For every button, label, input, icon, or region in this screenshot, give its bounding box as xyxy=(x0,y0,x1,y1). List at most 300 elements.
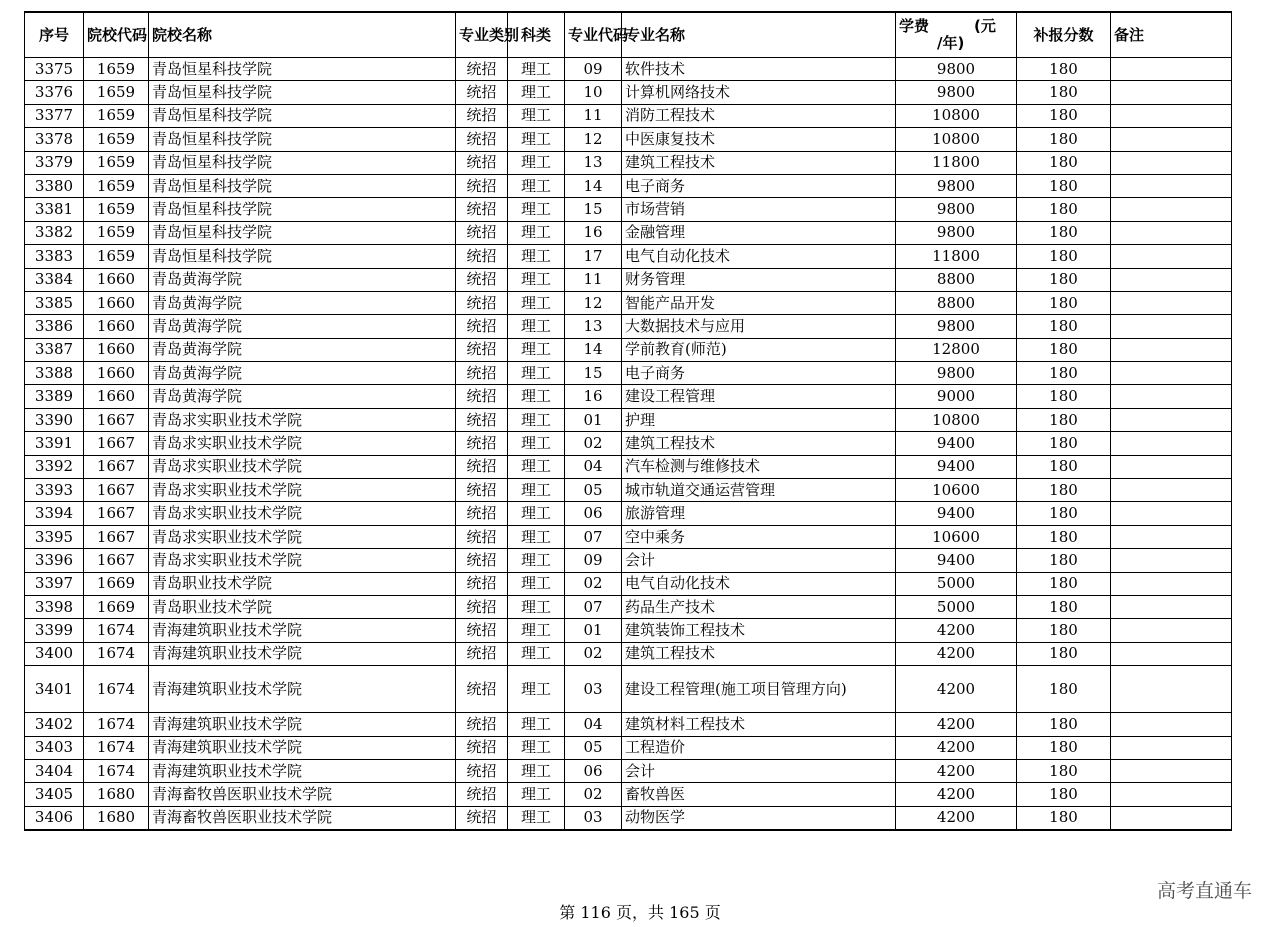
cell-major-name: 建筑工程技术 xyxy=(622,432,896,455)
cell-tuition: 9800 xyxy=(896,198,1017,221)
cell-major-type: 统招 xyxy=(456,408,508,431)
cell-major-name: 建筑工程技术 xyxy=(622,151,896,174)
cell-school-name: 青海建筑职业技术学院 xyxy=(149,759,456,782)
table-row xyxy=(25,58,1232,81)
cell-major-name: 大数据技术与应用 xyxy=(622,315,896,338)
cell-major-name: 智能产品开发 xyxy=(622,291,896,314)
header-score: 补报分数 xyxy=(1017,12,1111,58)
table-row xyxy=(25,549,1232,572)
cell-subject: 理工 xyxy=(508,666,565,713)
cell-subject: 理工 xyxy=(508,759,565,782)
cell-tuition: 8800 xyxy=(896,291,1017,314)
cell-school-code: 1674 xyxy=(84,736,149,759)
cell-tuition: 10800 xyxy=(896,128,1017,151)
cell-major-type: 统招 xyxy=(456,736,508,759)
cell-major-type: 统招 xyxy=(456,174,508,197)
cell-major-code: 04 xyxy=(565,455,622,478)
cell-score: 180 xyxy=(1017,595,1111,618)
table-row xyxy=(25,408,1232,431)
header-major-name: 专业名称 xyxy=(622,12,896,58)
cell-major-type: 统招 xyxy=(456,338,508,361)
table-row xyxy=(25,291,1232,314)
cell-subject: 理工 xyxy=(508,736,565,759)
cell-seq: 3390 xyxy=(25,408,84,431)
table-row xyxy=(25,198,1232,221)
cell-note xyxy=(1111,479,1232,502)
cell-subject: 理工 xyxy=(508,572,565,595)
cell-tuition: 4200 xyxy=(896,642,1017,665)
cell-note xyxy=(1111,198,1232,221)
cell-seq: 3393 xyxy=(25,479,84,502)
cell-school-code: 1669 xyxy=(84,595,149,618)
cell-subject: 理工 xyxy=(508,479,565,502)
cell-seq: 3396 xyxy=(25,549,84,572)
cell-seq: 3387 xyxy=(25,338,84,361)
cell-seq: 3406 xyxy=(25,806,84,830)
cell-note xyxy=(1111,338,1232,361)
cell-subject: 理工 xyxy=(508,174,565,197)
cell-tuition: 4200 xyxy=(896,713,1017,736)
cell-seq: 3394 xyxy=(25,502,84,525)
cell-major-type: 统招 xyxy=(456,128,508,151)
cell-tuition: 4200 xyxy=(896,806,1017,830)
cell-note xyxy=(1111,104,1232,127)
cell-school-code: 1659 xyxy=(84,174,149,197)
cell-major-code: 01 xyxy=(565,619,622,642)
cell-school-name: 青岛恒星科技学院 xyxy=(149,81,456,104)
cell-subject: 理工 xyxy=(508,385,565,408)
cell-tuition: 9800 xyxy=(896,174,1017,197)
cell-score: 180 xyxy=(1017,642,1111,665)
cell-school-name: 青岛求实职业技术学院 xyxy=(149,502,456,525)
table-row xyxy=(25,713,1232,736)
cell-major-name: 电气自动化技术 xyxy=(622,245,896,268)
cell-major-name: 建设工程管理 xyxy=(622,385,896,408)
cell-seq: 3382 xyxy=(25,221,84,244)
table-row xyxy=(25,619,1232,642)
cell-school-code: 1674 xyxy=(84,642,149,665)
cell-major-name: 金融管理 xyxy=(622,221,896,244)
cell-major-code: 03 xyxy=(565,666,622,713)
cell-score: 180 xyxy=(1017,315,1111,338)
cell-tuition: 4200 xyxy=(896,619,1017,642)
cell-major-name: 会计 xyxy=(622,549,896,572)
cell-note xyxy=(1111,58,1232,81)
cell-subject: 理工 xyxy=(508,338,565,361)
cell-score: 180 xyxy=(1017,362,1111,385)
cell-school-name: 青海畜牧兽医职业技术学院 xyxy=(149,783,456,806)
cell-note xyxy=(1111,128,1232,151)
cell-school-name: 青海畜牧兽医职业技术学院 xyxy=(149,806,456,830)
watermark-text: 高考直通车 xyxy=(1156,880,1252,902)
cell-subject: 理工 xyxy=(508,268,565,291)
cell-note xyxy=(1111,619,1232,642)
cell-note xyxy=(1111,385,1232,408)
cell-tuition: 4200 xyxy=(896,666,1017,713)
cell-major-name: 工程造价 xyxy=(622,736,896,759)
cell-school-code: 1680 xyxy=(84,783,149,806)
cell-tuition: 10800 xyxy=(896,408,1017,431)
cell-school-name: 青岛恒星科技学院 xyxy=(149,151,456,174)
cell-tuition: 9400 xyxy=(896,502,1017,525)
cell-school-code: 1659 xyxy=(84,128,149,151)
cell-seq: 3392 xyxy=(25,455,84,478)
cell-note xyxy=(1111,315,1232,338)
cell-school-name: 青岛求实职业技术学院 xyxy=(149,525,456,548)
cell-major-code: 16 xyxy=(565,221,622,244)
cell-note xyxy=(1111,783,1232,806)
cell-school-code: 1674 xyxy=(84,619,149,642)
table-row xyxy=(25,81,1232,104)
cell-major-code: 06 xyxy=(565,502,622,525)
cell-school-name: 青岛职业技术学院 xyxy=(149,572,456,595)
cell-major-name: 学前教育(师范) xyxy=(622,338,896,361)
cell-seq: 3388 xyxy=(25,362,84,385)
cell-major-type: 统招 xyxy=(456,619,508,642)
cell-major-code: 12 xyxy=(565,128,622,151)
cell-tuition: 9400 xyxy=(896,549,1017,572)
cell-subject: 理工 xyxy=(508,549,565,572)
cell-seq: 3389 xyxy=(25,385,84,408)
cell-seq: 3379 xyxy=(25,151,84,174)
cell-seq: 3377 xyxy=(25,104,84,127)
cell-score: 180 xyxy=(1017,713,1111,736)
cell-major-code: 05 xyxy=(565,736,622,759)
cell-note xyxy=(1111,642,1232,665)
cell-score: 180 xyxy=(1017,104,1111,127)
cell-note xyxy=(1111,268,1232,291)
cell-school-code: 1667 xyxy=(84,408,149,431)
cell-school-name: 青岛黄海学院 xyxy=(149,315,456,338)
cell-tuition: 9800 xyxy=(896,58,1017,81)
table-row xyxy=(25,174,1232,197)
cell-major-type: 统招 xyxy=(456,104,508,127)
cell-major-name: 建筑工程技术 xyxy=(622,642,896,665)
cell-major-name: 汽车检测与维修技术 xyxy=(622,455,896,478)
cell-note xyxy=(1111,362,1232,385)
table-row xyxy=(25,572,1232,595)
cell-school-code: 1674 xyxy=(84,713,149,736)
cell-score: 180 xyxy=(1017,174,1111,197)
cell-subject: 理工 xyxy=(508,245,565,268)
cell-major-name: 旅游管理 xyxy=(622,502,896,525)
cell-subject: 理工 xyxy=(508,221,565,244)
cell-school-code: 1667 xyxy=(84,479,149,502)
cell-tuition: 9800 xyxy=(896,315,1017,338)
header-tuition-line1: 学费 (元 xyxy=(899,17,996,35)
cell-subject: 理工 xyxy=(508,432,565,455)
cell-tuition: 12800 xyxy=(896,338,1017,361)
cell-tuition: 4200 xyxy=(896,759,1017,782)
cell-school-code: 1680 xyxy=(84,806,149,830)
cell-tuition: 11800 xyxy=(896,151,1017,174)
cell-major-name: 消防工程技术 xyxy=(622,104,896,127)
cell-tuition: 10600 xyxy=(896,479,1017,502)
cell-subject: 理工 xyxy=(508,408,565,431)
header-tuition-line2: /年) xyxy=(937,34,965,52)
cell-score: 180 xyxy=(1017,455,1111,478)
cell-major-type: 统招 xyxy=(456,783,508,806)
cell-school-name: 青海建筑职业技术学院 xyxy=(149,713,456,736)
cell-school-name: 青海建筑职业技术学院 xyxy=(149,619,456,642)
cell-school-name: 青岛黄海学院 xyxy=(149,362,456,385)
cell-school-code: 1659 xyxy=(84,221,149,244)
cell-major-name: 城市轨道交通运营管理 xyxy=(622,479,896,502)
cell-school-name: 青岛求实职业技术学院 xyxy=(149,408,456,431)
cell-school-code: 1659 xyxy=(84,104,149,127)
cell-major-name: 建筑材料工程技术 xyxy=(622,713,896,736)
cell-note xyxy=(1111,455,1232,478)
cell-major-code: 11 xyxy=(565,104,622,127)
cell-major-type: 统招 xyxy=(456,291,508,314)
table-row xyxy=(25,362,1232,385)
cell-school-name: 青岛恒星科技学院 xyxy=(149,174,456,197)
cell-score: 180 xyxy=(1017,81,1111,104)
cell-school-name: 青岛黄海学院 xyxy=(149,385,456,408)
cell-major-name: 计算机网络技术 xyxy=(622,81,896,104)
cell-score: 180 xyxy=(1017,198,1111,221)
cell-major-type: 统招 xyxy=(456,432,508,455)
cell-subject: 理工 xyxy=(508,291,565,314)
cell-note xyxy=(1111,595,1232,618)
cell-subject: 理工 xyxy=(508,595,565,618)
header-subject: 科类 xyxy=(508,12,565,58)
cell-score: 180 xyxy=(1017,619,1111,642)
header-school-code: 院校代码 xyxy=(84,12,149,58)
cell-school-code: 1667 xyxy=(84,502,149,525)
table-row xyxy=(25,315,1232,338)
cell-seq: 3385 xyxy=(25,291,84,314)
cell-major-name: 建设工程管理(施工项目管理方向) xyxy=(622,666,896,713)
cell-note xyxy=(1111,291,1232,314)
header-school-name: 院校名称 xyxy=(149,12,456,58)
cell-school-code: 1660 xyxy=(84,268,149,291)
cell-major-type: 统招 xyxy=(456,58,508,81)
cell-score: 180 xyxy=(1017,736,1111,759)
cell-subject: 理工 xyxy=(508,81,565,104)
header-major-code: 专业代码 xyxy=(565,12,622,58)
cell-seq: 3403 xyxy=(25,736,84,759)
cell-school-code: 1667 xyxy=(84,455,149,478)
table-row xyxy=(25,385,1232,408)
cell-note xyxy=(1111,572,1232,595)
cell-major-type: 统招 xyxy=(456,81,508,104)
cell-subject: 理工 xyxy=(508,525,565,548)
cell-note xyxy=(1111,174,1232,197)
cell-major-code: 03 xyxy=(565,806,622,830)
cell-school-code: 1674 xyxy=(84,666,149,713)
cell-school-code: 1659 xyxy=(84,151,149,174)
cell-subject: 理工 xyxy=(508,315,565,338)
cell-major-type: 统招 xyxy=(456,502,508,525)
cell-school-name: 青岛恒星科技学院 xyxy=(149,128,456,151)
cell-score: 180 xyxy=(1017,221,1111,244)
cell-major-name: 药品生产技术 xyxy=(622,595,896,618)
cell-school-code: 1660 xyxy=(84,362,149,385)
cell-major-code: 09 xyxy=(565,549,622,572)
cell-note xyxy=(1111,245,1232,268)
table-row xyxy=(25,759,1232,782)
cell-major-code: 13 xyxy=(565,151,622,174)
table-row xyxy=(25,245,1232,268)
cell-school-code: 1669 xyxy=(84,572,149,595)
cell-subject: 理工 xyxy=(508,502,565,525)
cell-school-code: 1660 xyxy=(84,338,149,361)
page-footer: 第 116 页，共 165 页 xyxy=(559,903,721,922)
table-row xyxy=(25,338,1232,361)
cell-subject: 理工 xyxy=(508,151,565,174)
cell-note xyxy=(1111,81,1232,104)
cell-major-type: 统招 xyxy=(456,362,508,385)
cell-school-name: 青海建筑职业技术学院 xyxy=(149,666,456,713)
header-row xyxy=(25,12,1232,58)
cell-major-name: 空中乘务 xyxy=(622,525,896,548)
cell-tuition: 4200 xyxy=(896,736,1017,759)
cell-major-name: 软件技术 xyxy=(622,58,896,81)
cell-major-code: 07 xyxy=(565,525,622,548)
cell-major-code: 15 xyxy=(565,198,622,221)
cell-seq: 3401 xyxy=(25,666,84,713)
cell-major-code: 10 xyxy=(565,81,622,104)
cell-major-code: 02 xyxy=(565,642,622,665)
cell-school-name: 青岛恒星科技学院 xyxy=(149,58,456,81)
cell-major-code: 04 xyxy=(565,713,622,736)
cell-major-type: 统招 xyxy=(456,806,508,830)
cell-seq: 3399 xyxy=(25,619,84,642)
table-row xyxy=(25,666,1232,713)
cell-major-code: 12 xyxy=(565,291,622,314)
header-major-type: 专业类别 xyxy=(456,12,508,58)
cell-seq: 3386 xyxy=(25,315,84,338)
cell-tuition: 8800 xyxy=(896,268,1017,291)
cell-major-type: 统招 xyxy=(456,666,508,713)
cell-major-type: 统招 xyxy=(456,549,508,572)
cell-seq: 3381 xyxy=(25,198,84,221)
cell-school-name: 青岛职业技术学院 xyxy=(149,595,456,618)
cell-subject: 理工 xyxy=(508,619,565,642)
cell-major-type: 统招 xyxy=(456,642,508,665)
cell-major-type: 统招 xyxy=(456,221,508,244)
cell-score: 180 xyxy=(1017,549,1111,572)
cell-major-type: 统招 xyxy=(456,268,508,291)
cell-note xyxy=(1111,432,1232,455)
cell-seq: 3384 xyxy=(25,268,84,291)
cell-major-type: 统招 xyxy=(456,455,508,478)
cell-major-type: 统招 xyxy=(456,479,508,502)
admissions-table xyxy=(24,11,1232,831)
cell-subject: 理工 xyxy=(508,713,565,736)
cell-subject: 理工 xyxy=(508,198,565,221)
cell-major-type: 统招 xyxy=(456,245,508,268)
cell-score: 180 xyxy=(1017,572,1111,595)
cell-tuition: 10600 xyxy=(896,525,1017,548)
cell-major-code: 02 xyxy=(565,572,622,595)
cell-school-name: 青岛求实职业技术学院 xyxy=(149,479,456,502)
cell-major-name: 财务管理 xyxy=(622,268,896,291)
table-row xyxy=(25,806,1232,830)
cell-seq: 3391 xyxy=(25,432,84,455)
cell-school-name: 青海建筑职业技术学院 xyxy=(149,642,456,665)
cell-score: 180 xyxy=(1017,128,1111,151)
cell-school-code: 1667 xyxy=(84,525,149,548)
cell-seq: 3398 xyxy=(25,595,84,618)
cell-school-code: 1659 xyxy=(84,245,149,268)
cell-major-name: 市场营销 xyxy=(622,198,896,221)
cell-major-name: 动物医学 xyxy=(622,806,896,830)
cell-major-code: 02 xyxy=(565,432,622,455)
cell-school-code: 1659 xyxy=(84,81,149,104)
cell-note xyxy=(1111,502,1232,525)
cell-tuition: 5000 xyxy=(896,572,1017,595)
header-tuition xyxy=(896,12,1017,58)
cell-seq: 3378 xyxy=(25,128,84,151)
cell-school-code: 1667 xyxy=(84,432,149,455)
cell-score: 180 xyxy=(1017,806,1111,830)
cell-tuition: 9800 xyxy=(896,362,1017,385)
cell-major-code: 01 xyxy=(565,408,622,431)
cell-note xyxy=(1111,525,1232,548)
cell-note xyxy=(1111,549,1232,572)
cell-school-name: 青岛恒星科技学院 xyxy=(149,221,456,244)
cell-school-code: 1660 xyxy=(84,315,149,338)
cell-school-name: 青岛黄海学院 xyxy=(149,268,456,291)
cell-major-code: 06 xyxy=(565,759,622,782)
cell-subject: 理工 xyxy=(508,362,565,385)
cell-major-type: 统招 xyxy=(456,315,508,338)
cell-major-code: 05 xyxy=(565,479,622,502)
cell-tuition: 4200 xyxy=(896,783,1017,806)
cell-major-code: 13 xyxy=(565,315,622,338)
cell-major-code: 14 xyxy=(565,174,622,197)
cell-major-name: 电子商务 xyxy=(622,174,896,197)
cell-school-name: 青岛黄海学院 xyxy=(149,338,456,361)
cell-major-code: 09 xyxy=(565,58,622,81)
cell-school-name: 青岛恒星科技学院 xyxy=(149,104,456,127)
cell-tuition: 9400 xyxy=(896,432,1017,455)
cell-major-type: 统招 xyxy=(456,385,508,408)
table-row xyxy=(25,268,1232,291)
table-row xyxy=(25,128,1232,151)
cell-seq: 3404 xyxy=(25,759,84,782)
cell-seq: 3400 xyxy=(25,642,84,665)
cell-major-name: 建筑装饰工程技术 xyxy=(622,619,896,642)
cell-school-name: 青岛求实职业技术学院 xyxy=(149,432,456,455)
cell-major-code: 02 xyxy=(565,783,622,806)
cell-subject: 理工 xyxy=(508,128,565,151)
cell-seq: 3405 xyxy=(25,783,84,806)
cell-note xyxy=(1111,408,1232,431)
cell-score: 180 xyxy=(1017,502,1111,525)
cell-school-name: 青海建筑职业技术学院 xyxy=(149,736,456,759)
cell-school-code: 1667 xyxy=(84,549,149,572)
cell-major-type: 统招 xyxy=(456,151,508,174)
cell-school-code: 1674 xyxy=(84,759,149,782)
cell-major-type: 统招 xyxy=(456,198,508,221)
cell-school-name: 青岛恒星科技学院 xyxy=(149,245,456,268)
cell-major-name: 护理 xyxy=(622,408,896,431)
cell-score: 180 xyxy=(1017,151,1111,174)
cell-major-name: 会计 xyxy=(622,759,896,782)
cell-tuition: 9800 xyxy=(896,221,1017,244)
table-body xyxy=(25,58,1232,831)
cell-major-code: 15 xyxy=(565,362,622,385)
cell-note xyxy=(1111,713,1232,736)
cell-major-code: 11 xyxy=(565,268,622,291)
cell-major-name: 电气自动化技术 xyxy=(622,572,896,595)
cell-major-name: 电子商务 xyxy=(622,362,896,385)
cell-subject: 理工 xyxy=(508,58,565,81)
cell-major-code: 16 xyxy=(565,385,622,408)
